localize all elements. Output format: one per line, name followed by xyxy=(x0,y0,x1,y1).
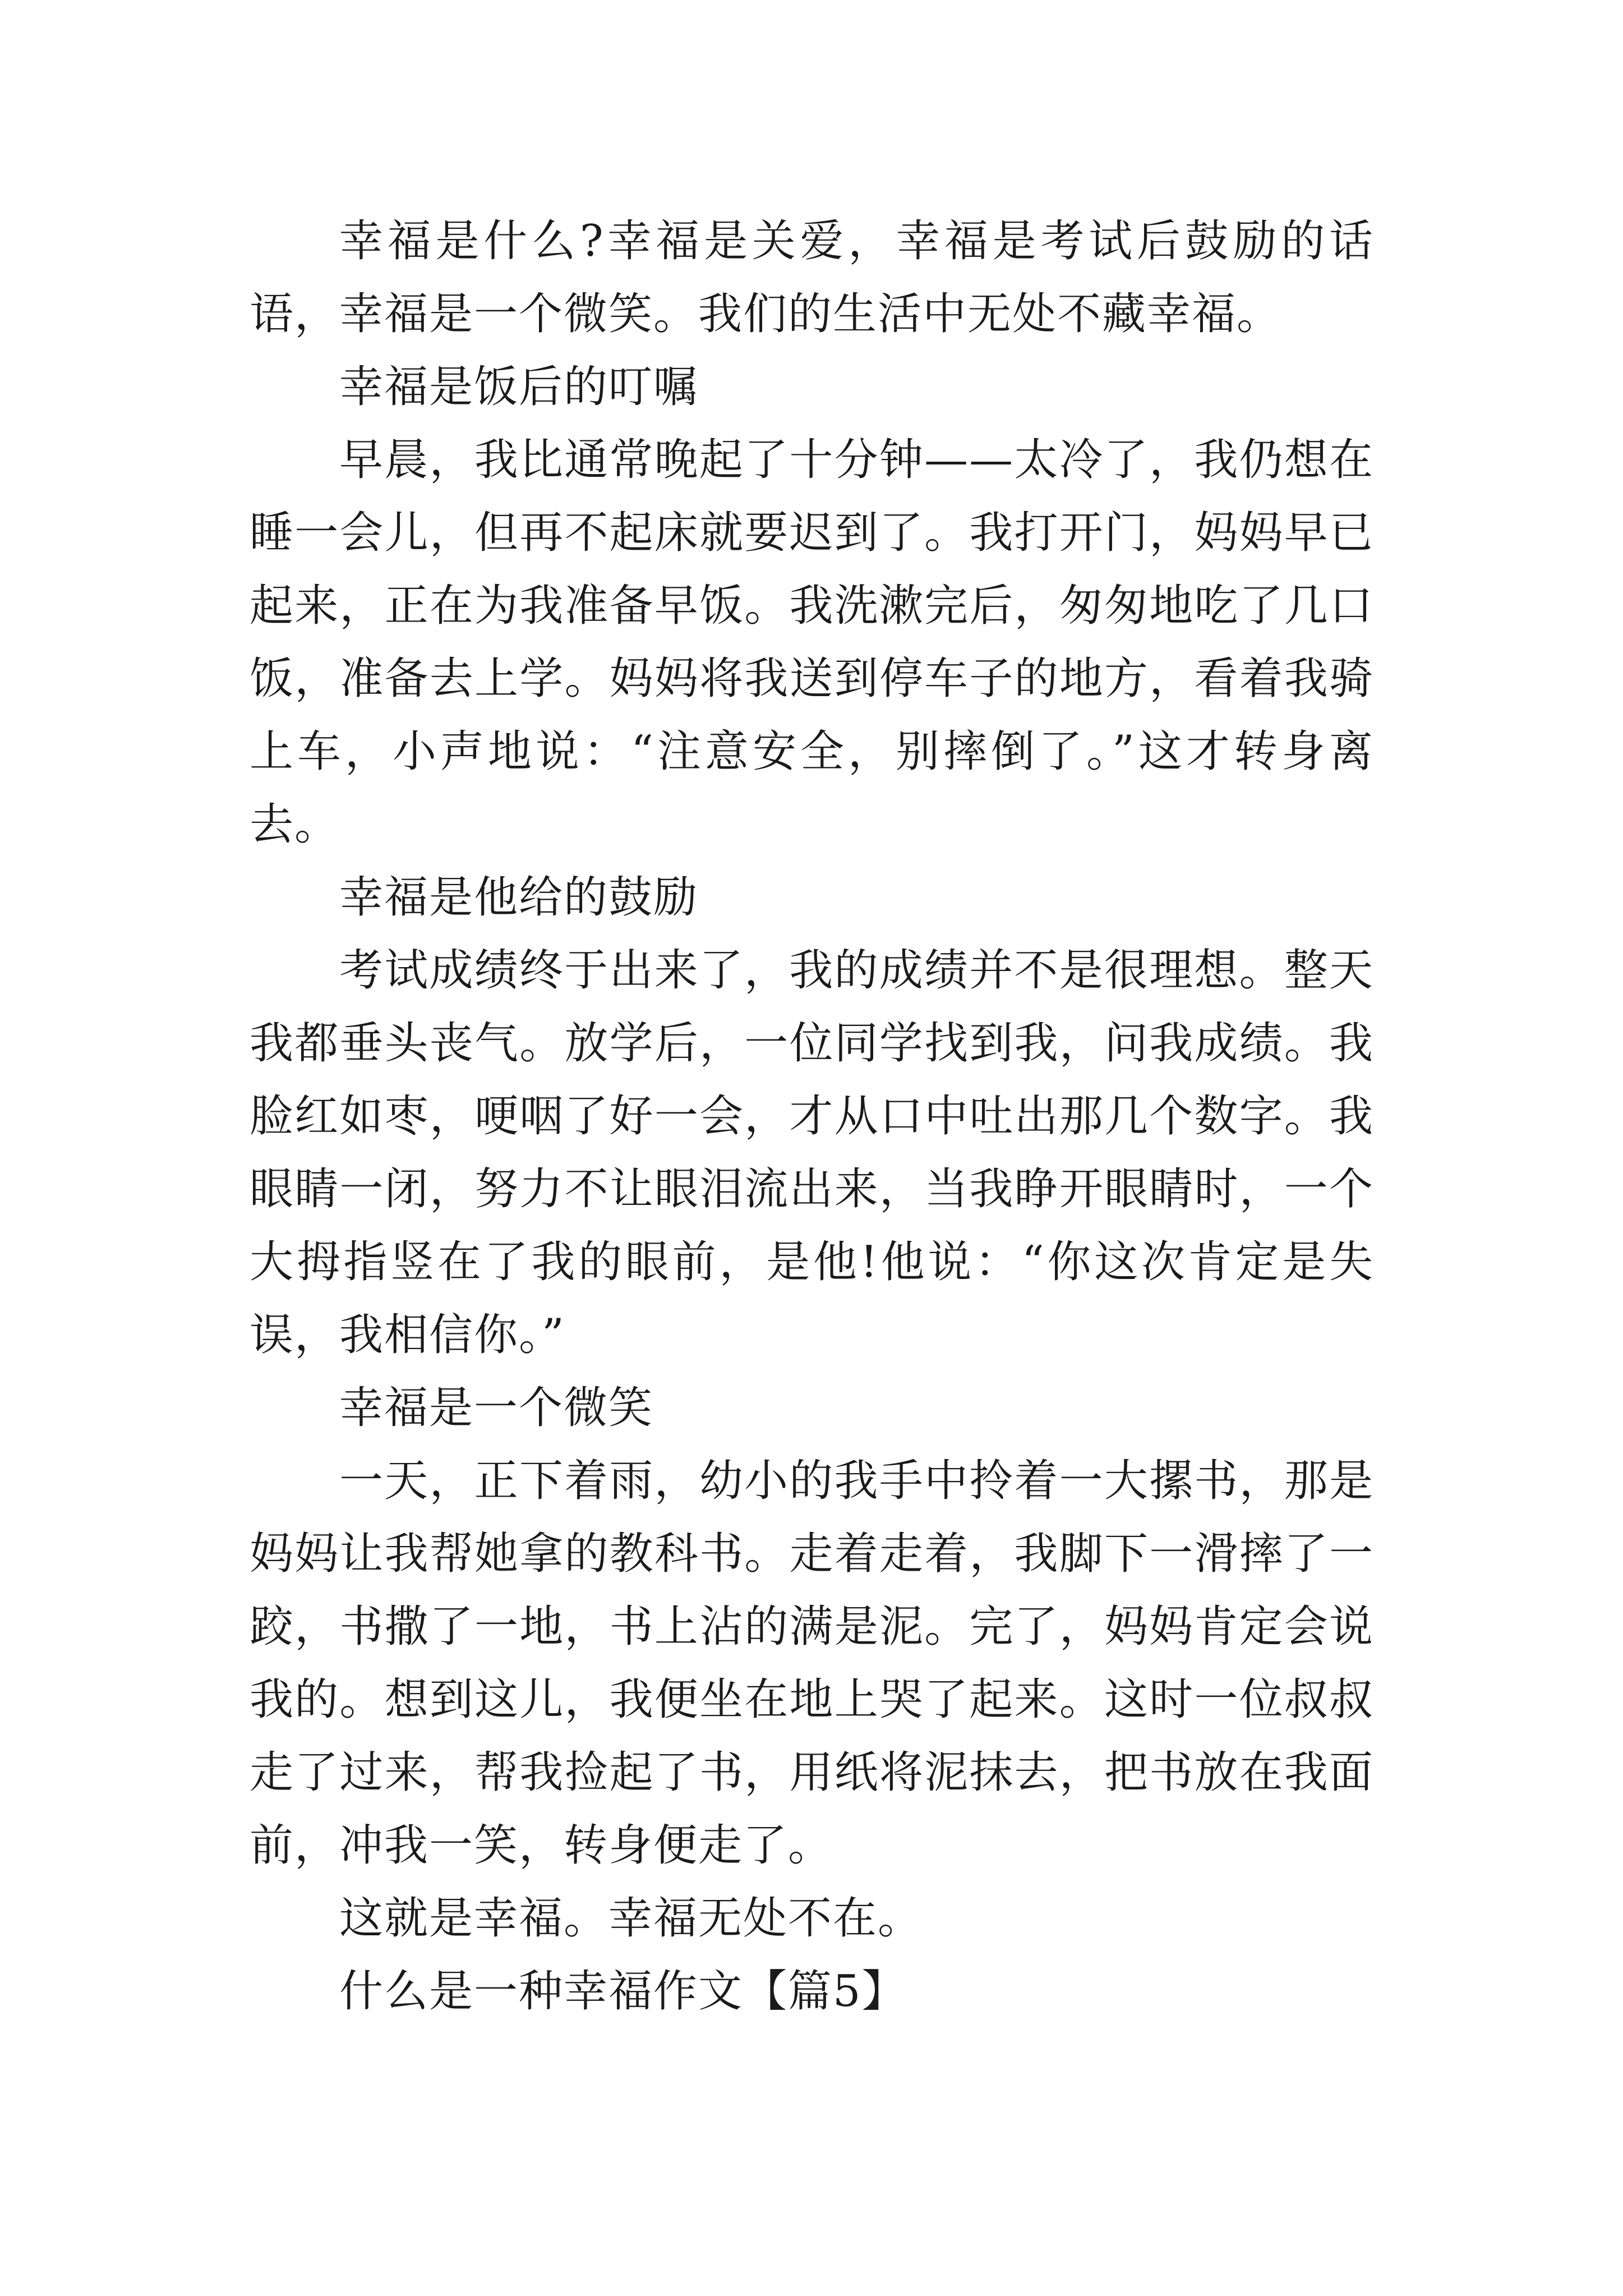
next-essay-title: 什么是一种幸福作文【篇5】 xyxy=(339,1966,907,2017)
section-heading-encouragement: 幸福是他给的鼓励 xyxy=(339,872,699,923)
paragraph-rain: 一天，正下着雨，幼小的我手中拎着一大摞书，那是妈妈让我帮她拿的教科书。走着走着，我脚下一滑摔了一跤，书撒了一地，书上沾的满是泥。完了，妈妈肯定会说我的。想到这儿，我便坐在地上哭了起来。这时一位叔叔走了过来，帮我捡起了书，用纸将泥抹去，把书放在我面前，冲我一笑，转身便走了。 xyxy=(250,1456,1374,1871)
paragraph-exam: 考试成绩终于出来了，我的成绩并不是很理想。整天我都垂头丧气。放学后，一位同学找到我，问我成绩。我脸红如枣，哽咽了好一会，才从口中吐出那几个数字。我眼睛一闭，努力不让眼泪流出来，当我睁开眼睛时，一个大拇指竖在了我的眼前，是他!他说：“你这次肯定是失误，我相信你。” xyxy=(250,945,1374,1360)
paragraph-morning: 早晨，我比通常晚起了十分钟——太冷了，我仍想在睡一会儿，但再不起床就要迟到了。我打开门，妈妈早已起来，正在为我准备早饭。我洗漱完后，匆匆地吃了几口饭，准备去上学。妈妈将我送到停车子的地方，看着我骑上车，小声地说：“注意安全，别摔倒了。”这才转身离去。 xyxy=(250,435,1374,850)
section-heading-smile: 幸福是一个微笑 xyxy=(339,1383,654,1433)
document-body xyxy=(250,205,1374,2028)
closing-line: 这就是幸福。幸福无处不在。 xyxy=(339,1893,923,1944)
section-heading-advice: 幸福是饭后的叮嘱 xyxy=(339,362,699,412)
intro-paragraph: 幸福是什么?幸福是关爱，幸福是考试后鼓励的话语，幸福是一个微笑。我们的生活中无处不藏幸福。 xyxy=(250,216,1374,339)
